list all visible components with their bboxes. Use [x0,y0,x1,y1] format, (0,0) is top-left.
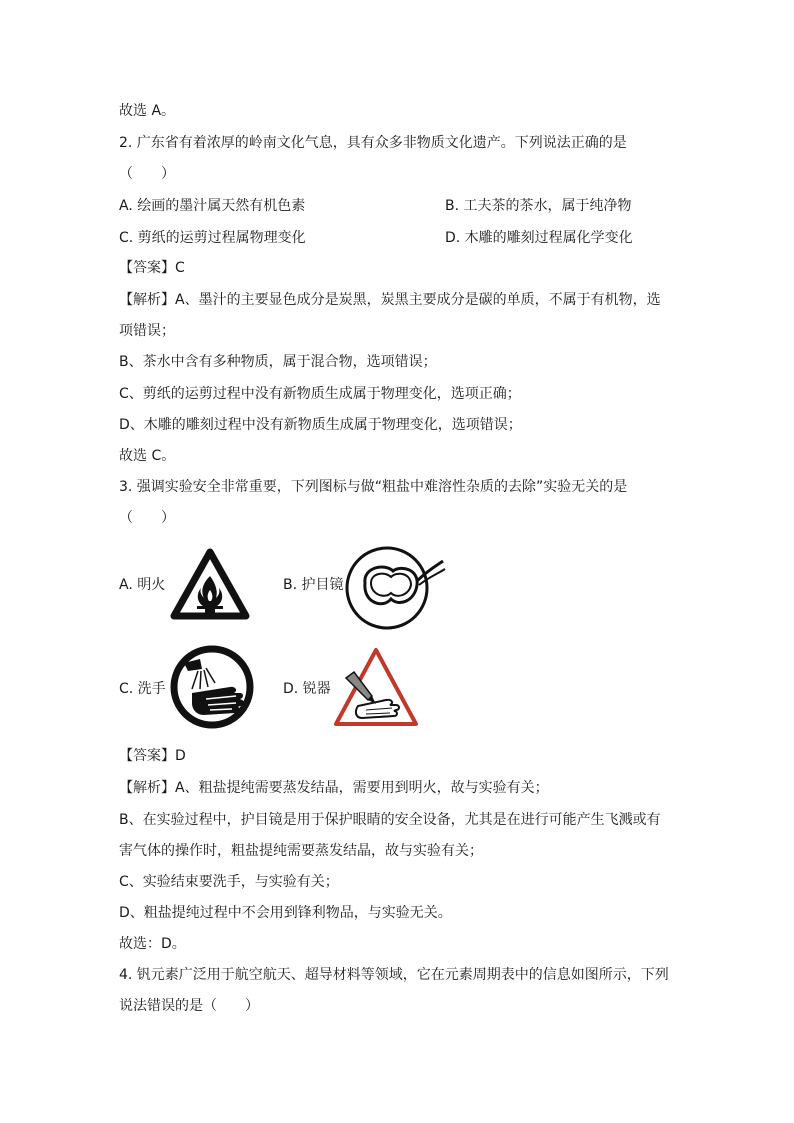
q2-stem: 2. 广东省有着浓厚的岭南文化气息，具有众多非物质文化遗产。下列说法正确的是 [119,135,627,151]
q3-option-c-label: C. 洗手 [119,681,166,697]
q2-paren: （ ） [119,166,175,182]
q3-option-b-label: B. 护目镜 [283,577,344,593]
q3-option-d-label: D. 锐器 [283,681,331,697]
q2-analysis-2: 项错误； [119,323,175,339]
q2-option-a: A. 绘画的墨汁属天然有机色素 [119,198,306,214]
q3-analysis-1: 【解析】A、粗盐提纯需要蒸发结晶，需要用到明火，故与实验有关； [119,780,549,796]
q3-paren: （ ） [119,510,175,526]
sharp-object-warning-icon [332,646,420,728]
q3-conclusion: 故选：D。 [119,936,186,952]
q1-conclusion: 故选 A。 [119,103,176,119]
q3-analysis-4: C、实验结束要洗手，与实验有关； [119,874,339,890]
q3-stem: 3. 强调实验安全非常重要，下列图标与做“粗盐中难溶性杂质的去除”实验无关的是 [119,479,628,495]
q2-option-b: B. 工夫茶的茶水，属于纯净物 [445,198,632,214]
q3-analysis-2: B、在实验过程中，护目镜是用于保护眼睛的安全设备，尤其是在进行可能产生飞溅或有 [119,812,661,828]
hand-wash-icon [170,645,254,729]
q3-option-a-label: A. 明火 [119,577,166,593]
q4-stem-2: 说法错误的是（ ） [119,998,259,1014]
q3-analysis-3: 害气体的操作时，粗盐提纯需要蒸发结晶，故与实验有关； [119,843,483,859]
goggles-icon [345,541,445,635]
q2-analysis-4: C、剪纸的运剪过程中没有新物质生成属于物理变化，选项正确； [119,386,521,402]
q2-option-c: C. 剪纸的运剪过程属物理变化 [119,230,306,246]
q2-analysis-3: B、茶水中含有多种物质，属于混合物，选项错误； [119,354,437,370]
q3-answer: 【答案】D [119,748,186,764]
q2-answer: 【答案】C [119,260,185,276]
q2-option-d: D. 木雕的雕刻过程属化学变化 [445,230,633,246]
q3-analysis-5: D、粗盐提纯过程中不会用到锋利物品，与实验无关。 [119,905,452,921]
q2-conclusion: 故选 C。 [119,448,176,464]
q2-analysis-1: 【解析】A、墨汁的主要显色成分是炭黑，炭黑主要成分是碳的单质，不属于有机物，选 [119,292,661,308]
fire-warning-icon [170,548,250,620]
q2-analysis-5: D、木雕的雕刻过程中没有新物质生成属于物理变化，选项错误； [119,417,522,433]
q4-stem-1: 4. 钒元素广泛用于航空航天、超导材料等领域，它在元素周期表中的信息如图所示，下列 [119,967,669,983]
